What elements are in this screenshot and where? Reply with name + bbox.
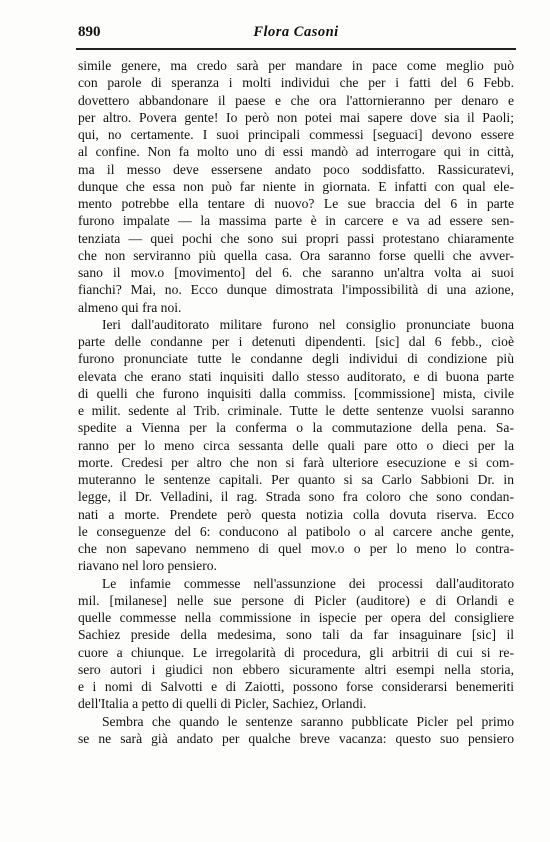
text-line: e milit. sedente al Trib. criminale. Tutte le dette sentenze vuolsi saranno xyxy=(78,403,514,418)
text-line: Ieri dall'auditorato militare furono nel consiglio pronunciate buona xyxy=(102,316,514,332)
text-line: riavano nel loro pensiero. xyxy=(78,558,217,574)
page-body xyxy=(78,57,514,747)
text-line: quelle commesse nella commissione in ispecie per opera del consigliere xyxy=(78,610,514,625)
text-line: spedite a Vienna per la conferma o la commutazione della pena. Sa- xyxy=(78,420,514,436)
text-line: furono impalate — la massima parte è in carcere e va ad essere sen- xyxy=(78,213,514,229)
text-line: simile genere, ma credo sarà per mandare in pace come meglio può xyxy=(78,58,514,73)
text-line: elevata che erano stati inquisiti dallo stesso auditorato, e di buona parte xyxy=(78,368,514,384)
text-line: almeno qui fra noi. xyxy=(78,299,182,315)
text-line: legge, il Dr. Velladini, il rag. Strada sono fra coloro che sono condan- xyxy=(78,489,514,505)
text-line: per altro. Povera gente! Io però non potei mai sapere dove sia il Paoli; xyxy=(78,109,514,125)
text-line: e i nomi di Salvotti e di Zaiotti, possono forse considerarsi benemeriti xyxy=(78,679,514,694)
text-line: nati a morte. Prendete però questa notizia colla dovuta riserva. Ecco xyxy=(78,506,514,522)
text-line: Sachiez preside della medesima, sono tali da far insaguinare [sic] il xyxy=(78,627,514,643)
text-line: mento potrebbe ella tentare di nuovo? Le sue braccia del 6 in parte xyxy=(78,196,514,211)
paragraph xyxy=(78,575,514,713)
page-header xyxy=(78,24,514,44)
text-line: cuore a chiunque. Le irregolarità di procedura, gli arbitrii di cui si re- xyxy=(78,644,514,660)
text-line: sano il mov.o [movimento] del 6. che saranno un'altra volta ai suoi xyxy=(78,265,514,280)
text-line: Le infamie commesse nell'assunzione dei processi dall'auditorato xyxy=(102,575,514,591)
header-rule xyxy=(76,48,516,50)
text-line: morte. Credesi per altro che non si farà ulteriore esecuzione e si com- xyxy=(78,454,514,470)
paragraph xyxy=(78,316,514,575)
page-number: 890 xyxy=(78,24,101,40)
text-line: fianchi? Mai, no. Ecco dunque dimostrata l'impossibilità di una azione, xyxy=(78,282,514,298)
text-line: che non sapevano nemmeno di quel mov.o o per lo meno lo contra- xyxy=(78,541,514,556)
text-line: ranno per lo meno circa sessanta delle quali pare otto o dieci per la xyxy=(78,437,514,453)
text-line: sero autori i giudici non ebbero sicuramente altri esempi nella storia, xyxy=(78,661,514,677)
text-line: di quelli che furono inquisiti dalla commiss. [commissione] mista, civile xyxy=(78,385,514,401)
text-line: Sembra che quando le sentenze saranno pubblicate Picler pel primo xyxy=(102,713,514,729)
running-title: Flora Casoni xyxy=(253,24,339,40)
text-line: parte delle condanne per i detenuti dipendenti. [sic] dal 6 febb., cioè xyxy=(78,334,514,349)
text-line: muteranno le sentenze capitali. Per quanto si sa Carlo Sabbioni Dr. in xyxy=(78,472,514,487)
text-line: le conseguenze del 6: conducono al patibolo o al carcere anche gente, xyxy=(78,523,514,539)
text-line: tenziata — quei pochi che sono sui propri passi protestano chiaramente xyxy=(78,230,514,246)
text-line: ma il messo deve essersene andato poco soddisfatto. Rassicuratevi, xyxy=(78,161,514,177)
paragraph xyxy=(78,713,514,748)
text-line: mil. [milanese] nelle sue persone di Picler (auditore) e di Orlandi e xyxy=(78,592,514,608)
text-line: furono pronunciate tutte le condanne degli individui di condizione più xyxy=(78,351,514,367)
text-line: qui, no certamente. I suoi principali commessi [seguaci] devono essere xyxy=(78,127,514,142)
paragraph xyxy=(78,57,514,316)
text-line: che non serviranno più quella casa. Ora saranno forse quelli che avver- xyxy=(78,247,514,263)
text-line: se ne sarà già andato per qualche breve vacanza: questo suo pensiero xyxy=(78,730,514,746)
text-line: al confine. Non fa molto uno di essi mandò ad interrogare qui in città, xyxy=(78,144,514,160)
text-line: dell'Italia a petto di quelli di Picler, Sachiez, Orlandi. xyxy=(78,696,367,712)
text-line: dunque che essa non può far niente in giornata. E infatti con qual ele- xyxy=(78,178,514,194)
text-line: dovettero abbandonare il paese e che ora l'attornieranno per denaro e xyxy=(78,92,514,108)
text-line: con parole di speranza i molti individui che per i fatti del 6 Febb. xyxy=(78,75,514,91)
